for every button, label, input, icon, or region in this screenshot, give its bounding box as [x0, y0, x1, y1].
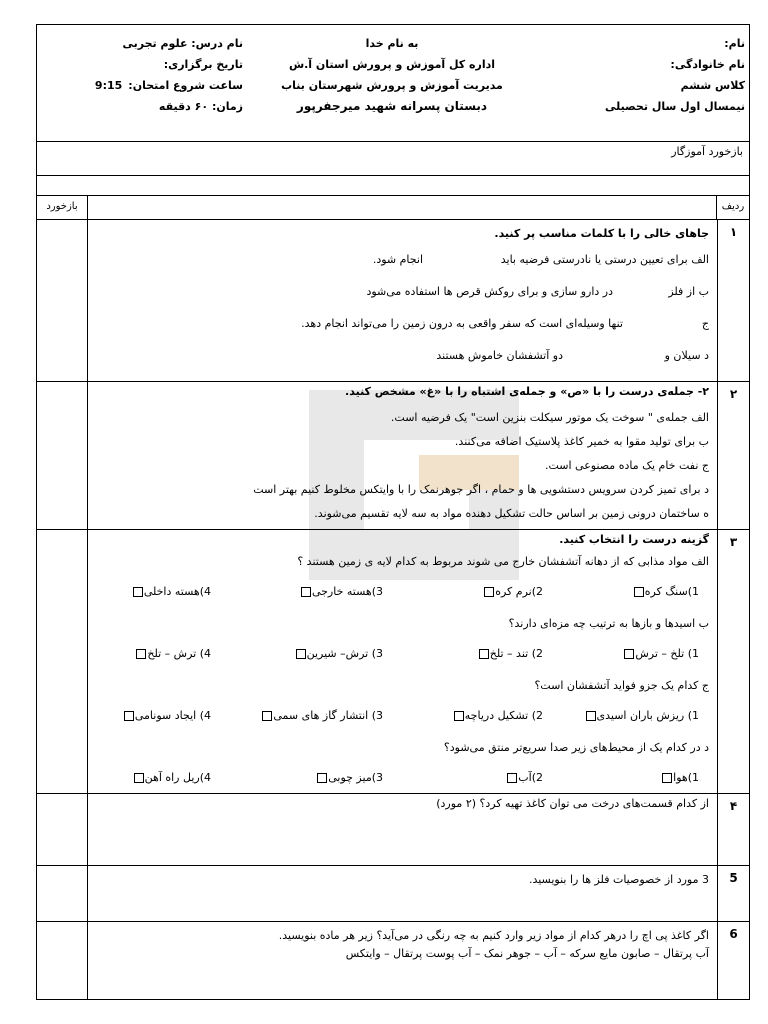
- question-text: اگر کاغذ پی اچ را درهر کدام از مواد زیر وارد کنیم به چه رنگی در می‌آید؟ زیر هر ماده بنویسید.: [278, 929, 709, 942]
- fill-blank-c-end: تنها وسیله‌ای است که سفر واقعی به درون زمین را می‌تواند انجام دهد.: [301, 317, 623, 330]
- question-number: ۲: [717, 381, 749, 529]
- duration-label: زمان: ۶۰ دقیقه: [158, 100, 243, 113]
- table-header: [37, 195, 749, 220]
- feedback-cell: [37, 381, 88, 529]
- statement-a: الف جمله‌ی " سوخت یک موتور سیکلت بنزین است" یک فرضیه است.: [390, 411, 709, 424]
- option-label: 3) ترش– شیرین: [306, 647, 383, 660]
- semester-label: نیمسال اول سال تحصیلی: [604, 100, 745, 113]
- question-row-2: [37, 381, 749, 530]
- question-number: ۳: [717, 529, 749, 793]
- mcq-b-option-1[interactable]: [624, 647, 699, 660]
- checkbox-icon[interactable]: [124, 711, 134, 721]
- basmala: به نام خدا: [365, 37, 419, 50]
- start-time: [43, 75, 243, 96]
- checkbox-icon[interactable]: [296, 649, 306, 659]
- fill-blank-d-end: دو آتشفشان خاموش هستند: [436, 349, 563, 362]
- option-label: 1) ریزش باران اسیدی: [596, 709, 699, 722]
- question-title: جاهای خالی را با کلمات مناسب پر کنید.: [494, 227, 709, 240]
- fill-blank-b-end: در دارو سازی و برای روکش قرص ها استفاده می‌شود: [366, 285, 613, 298]
- checkbox-icon[interactable]: [662, 773, 672, 783]
- mcq-d-option-1[interactable]: [662, 771, 699, 784]
- checkbox-icon[interactable]: [133, 587, 143, 597]
- question-title: ۲- جمله‌ی درست را با «ص» و جمله‌ی اشتباه را با «غ» مشخص کنید.: [345, 385, 709, 398]
- student-info: [605, 33, 745, 117]
- mcq-c-option-4[interactable]: [124, 709, 211, 722]
- question-number: ۴: [717, 793, 749, 865]
- checkbox-icon[interactable]: [136, 649, 146, 659]
- option-label: 2)نرم کره: [495, 585, 543, 598]
- question-title: گزینه درست را انتخاب کنید.: [559, 533, 709, 546]
- student-family-label: نام خانوادگی:: [670, 58, 745, 71]
- mcq-d-option-2[interactable]: [507, 771, 543, 784]
- mcq-c-option-2[interactable]: [454, 709, 543, 722]
- start-time-label: ساعت شروع امتحان:: [128, 79, 243, 92]
- checkbox-icon[interactable]: [586, 711, 596, 721]
- question-row-3: [37, 529, 749, 794]
- checkbox-icon[interactable]: [454, 711, 464, 721]
- question-body: [91, 865, 713, 921]
- checkbox-icon[interactable]: [624, 649, 634, 659]
- mcq-a-question: الف مواد مذابی که از دهانه آتشفشان خارج می شوند مربوط به کدام لایه ی زمین هستند ؟: [297, 555, 709, 568]
- question-row-1: [37, 219, 749, 382]
- feedback-cell: [37, 793, 88, 865]
- checkbox-icon[interactable]: [317, 773, 327, 783]
- question-row-5: [37, 865, 749, 922]
- statement-d: د برای تمیز کردن سرویس دستشویی ها و حمام ، اگر جوهرنمک را با وایتکس مخلوط کنیم بهتر است: [253, 483, 709, 496]
- feedback-cell: [37, 529, 88, 793]
- mcq-b-question: ب اسیدها و بازها به ترتیب چه مزه‌ای دارند؟: [508, 617, 709, 630]
- question-row-4: [37, 793, 749, 866]
- option-label: 4)ریل راه آهن: [144, 771, 211, 784]
- mcq-c-option-1[interactable]: [586, 709, 700, 722]
- question-number: ۱: [717, 219, 749, 381]
- city-office: مدیریت آموزش و پرورش شهرستان بناب: [281, 79, 503, 92]
- mcq-c-question: ج کدام یک جزو فواید آتشفشان است؟: [534, 679, 709, 692]
- feedback-cell: [37, 865, 88, 921]
- question-body: [91, 381, 713, 529]
- fill-blank-a-end: انجام شود.: [372, 253, 423, 266]
- checkbox-icon[interactable]: [634, 587, 644, 597]
- mcq-c-option-3[interactable]: [262, 709, 383, 722]
- question-body: [91, 219, 713, 381]
- option-label: 1) تلخ – ترش: [635, 647, 699, 660]
- mcq-b-option-2[interactable]: [479, 647, 543, 660]
- mcq-b-option-3[interactable]: [296, 647, 383, 660]
- blank-row: [37, 175, 749, 196]
- exam-header: [37, 25, 749, 142]
- fill-blank-c: ج: [701, 317, 709, 330]
- statement-b: ب برای تولید مقوا به خمیر کاغذ پلاستیک اضافه می‌کنند.: [454, 435, 709, 448]
- exam-sheet: [36, 24, 750, 1000]
- subject-label: نام درس: علوم تجربی: [122, 37, 243, 50]
- question-body: [91, 793, 713, 865]
- fill-blank-b: ب از فلز: [668, 285, 709, 298]
- option-label: 4)هسته داخلی: [143, 585, 211, 598]
- checkbox-icon[interactable]: [262, 711, 272, 721]
- school-info: [277, 33, 507, 117]
- checkbox-icon[interactable]: [507, 773, 517, 783]
- statement-e: ه ساختمان درونی زمین بر اساس حالت تشکیل دهنده مواد به سه لایه تقسیم می‌شوند.: [314, 507, 709, 520]
- province-office: اداره کل آموزش و پرورش استان آ.ش: [288, 58, 496, 71]
- question-number: 6: [717, 921, 749, 999]
- checkbox-icon[interactable]: [134, 773, 144, 783]
- option-label: 1)سنگ کره: [644, 585, 699, 598]
- start-time-value: 9:15: [94, 79, 123, 92]
- option-label: 2) تشکیل دریاچه: [464, 709, 543, 722]
- question-body: [91, 921, 713, 999]
- checkbox-icon[interactable]: [479, 649, 489, 659]
- feedback-cell: [37, 921, 88, 999]
- checkbox-icon[interactable]: [301, 587, 311, 597]
- question-text: 3 مورد از خصوصیات فلز ها را بنویسید.: [528, 873, 709, 886]
- mcq-d-question: د در کدام یک از محیط‌های زیر صدا سریع‌تر منتق می‌شود؟: [443, 741, 709, 754]
- question-number: 5: [717, 865, 749, 921]
- option-label: 4) ایجاد سونامی: [134, 709, 211, 722]
- mcq-a-option-2[interactable]: [484, 585, 543, 598]
- school-name: دبستان پسرانه شهید میرجفرپور: [296, 99, 488, 113]
- fill-blank-a: الف برای تعیین درستی یا نادرستی فرضیه باید: [500, 253, 709, 266]
- option-label: 3) انتشار گاز های سمی: [273, 709, 383, 722]
- option-label: 3)هسته خارجی: [311, 585, 383, 598]
- statement-c: ج نفت خام یک ماده مصنوعی است.: [544, 459, 709, 472]
- mcq-a-option-1[interactable]: [634, 585, 699, 598]
- checkbox-icon[interactable]: [484, 587, 494, 597]
- option-label: 2)آب: [518, 771, 543, 784]
- feedback-cell: [37, 219, 88, 381]
- mcq-b-option-4[interactable]: [136, 647, 211, 660]
- feedback-header: بازخورد: [37, 195, 88, 219]
- mcq-a-option-3[interactable]: [301, 585, 383, 598]
- option-label: 2) تند – تلخ: [489, 647, 543, 660]
- teacher-feedback-row: [37, 141, 749, 176]
- exam-info: [43, 33, 243, 117]
- mcq-d-option-3[interactable]: [317, 771, 383, 784]
- mcq-a-option-4[interactable]: [133, 585, 211, 598]
- mcq-d-option-4[interactable]: [134, 771, 211, 784]
- question-text: از کدام قسمت‌های درخت می توان کاغذ تهیه کرد؟ (۲ مورد): [436, 797, 709, 810]
- option-label: 4) ترش – تلخ: [147, 647, 211, 660]
- fill-blank-d: د سیلان و: [664, 349, 709, 362]
- substance-list: آب پرتقال – صابون مایع سرکه – آب – جوهر نمک – آب پوست پرتقال – وایتکس: [345, 947, 709, 960]
- option-label: 3)میز چوبی: [328, 771, 383, 784]
- option-label: 1)هوا: [673, 771, 699, 784]
- question-row-6: [37, 921, 749, 999]
- teacher-feedback-label: بازخورد آموزگار: [671, 145, 743, 158]
- class-label: کلاس ششم: [680, 79, 745, 92]
- question-body: [91, 529, 713, 793]
- row-number-header: ردیف: [716, 195, 749, 219]
- student-name-label: نام:: [724, 37, 745, 50]
- date-label: تاریخ برگزاری:: [163, 58, 243, 71]
